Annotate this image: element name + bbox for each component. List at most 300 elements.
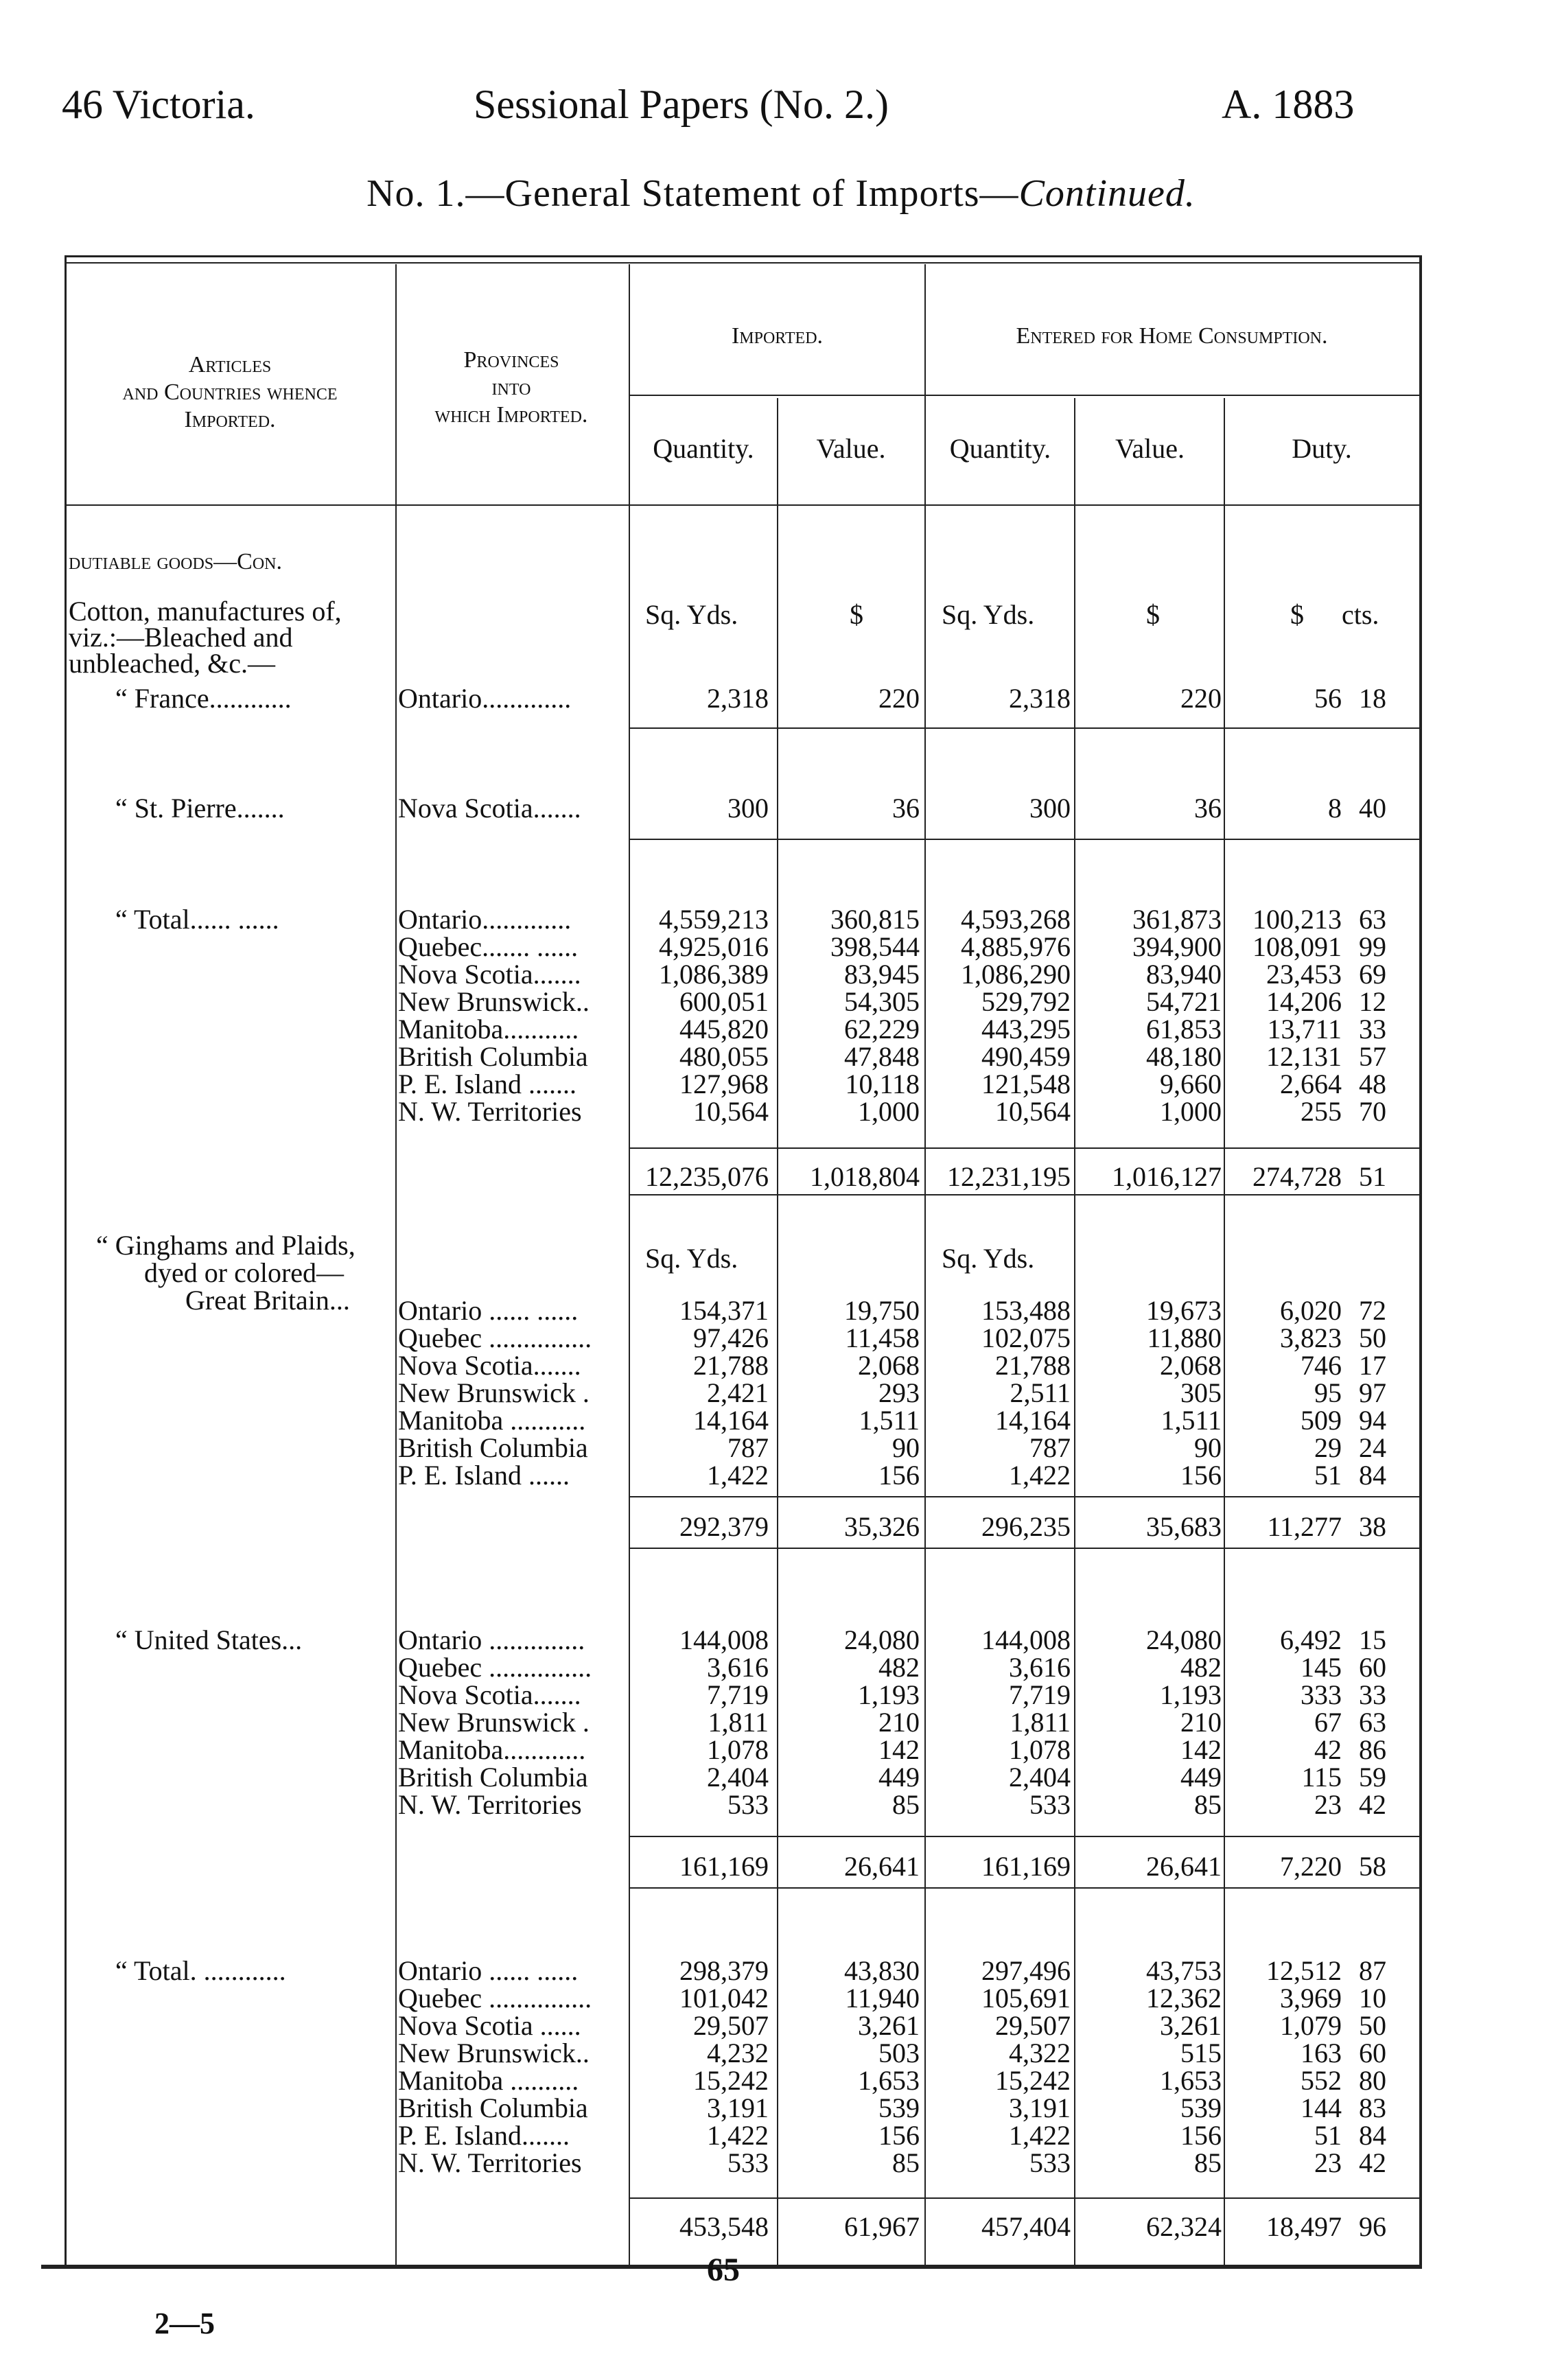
title-continued: Continued. (1018, 172, 1196, 215)
col-imp-quantity: Quantity. (653, 433, 754, 464)
table-row (0, 2092, 1562, 2123)
table-row (0, 1098, 1562, 1125)
table-row (0, 1736, 1562, 1764)
table-row (0, 1709, 1562, 1736)
cell-iv: 85 (892, 2147, 920, 2178)
section-title: dutiable goods—Con. (69, 549, 282, 574)
cell-prov: Manitoba............ (398, 1736, 586, 1764)
cell-iq: 3,616 (707, 1652, 769, 1683)
cell-iv: 398,544 (830, 931, 920, 962)
cell-eq: 21,788 (995, 1350, 1071, 1381)
col-articles: Articles and Countries whence Imported. (122, 352, 338, 432)
cell-dd: 255 (1301, 1096, 1342, 1127)
cell-prov: Nova Scotia ...... (398, 2012, 581, 2040)
cell-iv: 3,261 (858, 2010, 920, 2041)
cell-eq: 3,616 (1009, 1652, 1071, 1683)
cell-iv: 2,068 (858, 1350, 920, 1381)
cell-iv: 47,848 (844, 1041, 920, 1072)
cell-ev: 85 (1194, 2147, 1222, 2178)
cell-dc: 99 (1359, 931, 1386, 962)
table-row (0, 1654, 1562, 1681)
cell-dd: 100,213 (1252, 904, 1342, 935)
cell-prov: British Columbia (398, 1764, 588, 1791)
cell-eq: 1,811 (1010, 1707, 1071, 1738)
cell-dc: 33 (1359, 1014, 1386, 1045)
col-ent-value: Value. (1115, 433, 1185, 464)
cell-iq: 97,426 (693, 1322, 769, 1353)
cell-prov: Ontario ...... ...... (398, 1957, 579, 1985)
rule (629, 1496, 1419, 1497)
table-row (0, 1071, 1562, 1098)
cell-eq: 10,564 (995, 1096, 1071, 1127)
cell-eq: 29,507 (995, 2010, 1071, 2041)
cell-ev: 1,653 (1160, 2065, 1222, 2096)
cell-prov: N. W. Territories (398, 1098, 582, 1125)
cell-iq: 101,042 (679, 1983, 769, 2014)
cell-dc: 70 (1359, 1096, 1386, 1127)
cell-iq: 7,719 (707, 1679, 769, 1710)
col-imp-value: Value. (816, 433, 886, 464)
cell-dc: 84 (1359, 2120, 1386, 2151)
cell-ev: 12,362 (1146, 1983, 1222, 2014)
cell-dd: 145 (1301, 1652, 1342, 1683)
cell-dc: 48 (1359, 1069, 1386, 1099)
cell-prov: Manitoba .......... (398, 2067, 579, 2095)
table-row (0, 906, 1562, 933)
cell-ev: 156 (1180, 2120, 1222, 2151)
total-row (0, 1513, 1562, 1541)
cell-dc: 50 (1359, 2010, 1386, 2041)
cell-eq: 1,078 (1009, 1734, 1071, 1765)
total-row (0, 2213, 1562, 2241)
cell-eq: 1,086,290 (961, 959, 1071, 990)
cell-prov: Manitoba........... (398, 1016, 579, 1043)
total-ev: 1,016,127 (1112, 1161, 1222, 1192)
table-row (0, 1322, 1562, 1353)
total-dd: 18,497 (1266, 2211, 1342, 2242)
rule (629, 727, 1419, 729)
total-row (0, 1163, 1562, 1191)
table-row (0, 1016, 1562, 1043)
cell-eq: 144,008 (981, 1624, 1071, 1655)
table-top-rule (66, 255, 1421, 257)
cell-dc: 83 (1359, 2092, 1386, 2123)
cell-eq: 2,511 (1010, 1377, 1071, 1408)
cell-prov: Ontario .............. (398, 1626, 585, 1654)
col-duty: Duty. (1292, 433, 1352, 464)
table-row (0, 1434, 1562, 1462)
cell-dd: 51 (1314, 1460, 1342, 1491)
cell-dd: 23 (1314, 1789, 1342, 1820)
cell-ev: 2,068 (1160, 1350, 1222, 1381)
cell-iv: 482 (878, 1652, 920, 1683)
col-imported: Imported. (731, 323, 824, 349)
table-row (0, 1407, 1562, 1434)
cell-ev: 54,721 (1146, 986, 1222, 1017)
cell-dc: 42 (1359, 1789, 1386, 1820)
cell-ev: 305 (1180, 1377, 1222, 1408)
cell-iv: 54,305 (844, 986, 920, 1017)
cell-ev: 394,900 (1132, 931, 1222, 962)
cell-prov: British Columbia (398, 2095, 588, 2122)
table-row (0, 1043, 1562, 1071)
table-row (0, 1681, 1562, 1709)
cell-iq: 445,820 (679, 1014, 769, 1045)
cell-iq: 1,811 (708, 1707, 769, 1738)
col-entered: Entered for Home Consumption. (1016, 323, 1328, 349)
cell-dc: 33 (1359, 1679, 1386, 1710)
cell-iq: 10,564 (693, 1096, 769, 1127)
cell-prov: P. E. Island ...... (398, 1462, 570, 1489)
rule (629, 1548, 1419, 1549)
cell-iq: 1,078 (707, 1734, 769, 1765)
total-iv: 61,967 (844, 2211, 920, 2242)
cell-eq: 490,459 (981, 1041, 1071, 1072)
cell-ev: 449 (1180, 1762, 1222, 1793)
cell-eq: 153,488 (981, 1295, 1071, 1326)
total-iv: 35,326 (844, 1511, 920, 1542)
total-eq: 296,235 (981, 1511, 1071, 1542)
table-row (0, 1379, 1562, 1407)
cell-iv: 156 (878, 1460, 920, 1491)
cell-iq: 154,371 (679, 1295, 769, 1326)
cell-iv: 449 (878, 1762, 920, 1793)
table-row (0, 1626, 1562, 1654)
table-row (0, 1352, 1562, 1379)
cell-dc: 60 (1359, 2038, 1386, 2068)
cell-prov: P. E. Island ....... (398, 1071, 576, 1098)
unit-dc: cts. (1342, 599, 1379, 630)
cell-dc: 59 (1359, 1762, 1386, 1793)
unit-eq-2: Sq. Yds. (942, 1243, 1035, 1274)
cell-iv: 1,511 (859, 1405, 920, 1436)
cell-dc: 12 (1359, 986, 1386, 1017)
cell-dd: 115 (1301, 1762, 1342, 1793)
cell-ev: 48,180 (1146, 1041, 1222, 1072)
table-top-rule-2 (66, 262, 1421, 264)
cell-dd: 746 (1301, 1350, 1342, 1381)
total-dc: 96 (1359, 2211, 1386, 2242)
total-ev: 62,324 (1146, 2211, 1222, 2242)
cell-prov: Ontario ...... ...... (398, 1297, 579, 1325)
table-row: “ France............ Ontario............. 2,318 220 2,318 220 56 18 (115, 683, 1386, 714)
total-iq: 12,235,076 (645, 1161, 769, 1192)
cell-eq: 15,242 (995, 2065, 1071, 2096)
cell-iv: 11,458 (845, 1322, 920, 1353)
cell-prov: Nova Scotia....... (398, 1681, 581, 1709)
cell-dc: 87 (1359, 1955, 1386, 1986)
cell-eq: 1,422 (1009, 2120, 1071, 2151)
table-row (0, 2067, 1562, 2095)
cell-eq: 3,191 (1009, 2092, 1071, 2123)
cell-ev: 1,193 (1160, 1679, 1222, 1710)
cell-iq: 600,051 (679, 986, 769, 1017)
unit-dd: $ (1290, 599, 1304, 630)
cell-iq: 533 (727, 2147, 769, 2178)
cell-dc: 84 (1359, 1460, 1386, 1491)
header-mid-rule (629, 395, 1419, 396)
cell-iq: 15,242 (693, 2065, 769, 2096)
cell-iv: 11,940 (845, 1983, 920, 2014)
cell-eq: 121,548 (981, 1069, 1071, 1099)
cell-eq: 4,322 (1009, 2038, 1071, 2068)
rule (629, 2197, 1419, 2199)
cell-iq: 3,191 (707, 2092, 769, 2123)
cell-iq: 127,968 (679, 1069, 769, 1099)
rule (629, 1836, 1419, 1837)
cell-iv: 360,815 (830, 904, 920, 935)
cell-dd: 163 (1301, 2038, 1342, 2068)
page-number: 65 (707, 2252, 740, 2288)
cell-iv: 142 (878, 1734, 920, 1765)
cell-eq: 2,404 (1009, 1762, 1071, 1793)
cell-dc: 15 (1359, 1624, 1386, 1655)
cell-dc: 10 (1359, 1983, 1386, 2014)
cell-prov: British Columbia (398, 1043, 588, 1071)
header-right: A. 1883 (1222, 82, 1355, 127)
cell-prov: Quebec....... ...... (398, 933, 579, 961)
cell-iv: 90 (892, 1432, 920, 1463)
cell-iv: 43,830 (844, 1955, 920, 1986)
table-row: “ United States... (115, 1624, 303, 1655)
cell-iq: 144,008 (679, 1624, 769, 1655)
cell-eq: 105,691 (981, 1983, 1071, 2014)
cell-dd: 29 (1314, 1432, 1342, 1463)
cell-dd: 3,969 (1280, 1983, 1342, 2014)
cell-iq: 29,507 (693, 2010, 769, 2041)
cell-ev: 9,660 (1160, 1069, 1222, 1099)
cell-prov: New Brunswick.. (398, 988, 590, 1016)
total-eq: 161,169 (981, 1851, 1071, 1882)
cell-eq: 102,075 (981, 1322, 1071, 1353)
cell-prov: Quebec ............... (398, 1654, 592, 1681)
cell-ev: 515 (1180, 2038, 1222, 2068)
cell-dc: 17 (1359, 1350, 1386, 1381)
total-iv: 1,018,804 (810, 1161, 920, 1192)
cell-iv: 1,000 (858, 1096, 920, 1127)
cell-iv: 10,118 (845, 1069, 920, 1099)
cell-dc: 69 (1359, 959, 1386, 990)
cell-dd: 333 (1301, 1679, 1342, 1710)
article-ginghams: “ Ginghams and Plaids, dyed or colored— Great Britain... (96, 1230, 355, 1316)
total-iq: 161,169 (679, 1851, 769, 1882)
total-dc: 51 (1359, 1161, 1386, 1192)
cell-iv: 62,229 (844, 1014, 920, 1045)
cell-prov: N. W. Territories (398, 2149, 582, 2177)
cell-prov: New Brunswick . (398, 1709, 590, 1736)
cell-dc: 60 (1359, 1652, 1386, 1683)
cell-iq: 4,925,016 (659, 931, 769, 962)
table-row (0, 933, 1562, 961)
table-row: “ Total. ............ (115, 1955, 286, 1986)
cell-ev: 43,753 (1146, 1955, 1222, 1986)
cell-eq: 529,792 (981, 986, 1071, 1017)
header-center: Sessional Papers (No. 2.) (474, 82, 889, 127)
cell-dc: 57 (1359, 1041, 1386, 1072)
cell-ev: 61,853 (1146, 1014, 1222, 1045)
cell-dc: 50 (1359, 1322, 1386, 1353)
cell-dc: 24 (1359, 1432, 1386, 1463)
cell-iv: 156 (878, 2120, 920, 2151)
table-row (0, 1985, 1562, 2012)
cell-dc: 97 (1359, 1377, 1386, 1408)
cell-dd: 23,453 (1266, 959, 1342, 990)
cell-ev: 90 (1194, 1432, 1222, 1463)
cell-ev: 19,673 (1146, 1295, 1222, 1326)
unit-iv: $ (850, 599, 863, 630)
cell-iv: 83,945 (844, 959, 920, 990)
cell-iv: 1,193 (858, 1679, 920, 1710)
cell-iq: 2,421 (707, 1377, 769, 1408)
unit-iq: Sq. Yds. (645, 599, 738, 630)
cell-eq: 297,496 (981, 1955, 1071, 1986)
cell-dd: 144 (1301, 2092, 1342, 2123)
cell-iq: 1,422 (707, 2120, 769, 2151)
cell-dd: 6,492 (1280, 1624, 1342, 1655)
header-left: 46 Victoria. (62, 82, 255, 127)
unit-eq: Sq. Yds. (942, 599, 1035, 630)
table-row (0, 988, 1562, 1016)
cell-dd: 51 (1314, 2120, 1342, 2151)
cell-dd: 3,823 (1280, 1322, 1342, 1353)
cell-iq: 533 (727, 1789, 769, 1820)
cell-iq: 21,788 (693, 1350, 769, 1381)
cell-dd: 14,206 (1266, 986, 1342, 1017)
total-dc: 38 (1359, 1511, 1386, 1542)
header-bottom-rule (66, 504, 1421, 506)
cell-iq: 4,232 (707, 2038, 769, 2068)
cell-prov: Ontario............. (398, 906, 572, 933)
cell-iq: 4,559,213 (659, 904, 769, 935)
cell-prov: British Columbia (398, 1434, 588, 1462)
cell-ev: 361,873 (1132, 904, 1222, 935)
cell-dc: 42 (1359, 2147, 1386, 2178)
table-row (0, 2149, 1562, 2177)
cell-eq: 1,422 (1009, 1460, 1071, 1491)
table-row (0, 1764, 1562, 1791)
cell-ev: 1,000 (1160, 1096, 1222, 1127)
cell-iv: 1,653 (858, 2065, 920, 2096)
cell-dd: 6,020 (1280, 1295, 1342, 1326)
cell-dd: 42 (1314, 1734, 1342, 1765)
table-row (0, 1462, 1562, 1489)
cell-dc: 72 (1359, 1295, 1386, 1326)
cell-ev: 11,880 (1147, 1322, 1222, 1353)
table-row (0, 961, 1562, 988)
cell-dc: 80 (1359, 2065, 1386, 2096)
total-dc: 58 (1359, 1851, 1386, 1882)
cell-dd: 1,079 (1280, 2010, 1342, 2041)
cell-ev: 1,511 (1161, 1405, 1222, 1436)
table-row (0, 1297, 1562, 1325)
cell-iv: 503 (878, 2038, 920, 2068)
cell-iv: 24,080 (844, 1624, 920, 1655)
rule (629, 1887, 1419, 1889)
cell-prov: Manitoba ........... (398, 1407, 586, 1434)
cell-iv: 539 (878, 2092, 920, 2123)
total-ev: 35,683 (1146, 1511, 1222, 1542)
cell-prov: New Brunswick.. (398, 2040, 590, 2067)
cell-ev: 210 (1180, 1707, 1222, 1738)
cell-iv: 19,750 (844, 1295, 920, 1326)
cell-ev: 142 (1180, 1734, 1222, 1765)
total-ev: 26,641 (1146, 1851, 1222, 1882)
table-row: “ St. Pierre....... Nova Scotia....... 300 36 300 36 8 40 (115, 793, 1386, 824)
cell-dc: 86 (1359, 1734, 1386, 1765)
cell-dd: 552 (1301, 2065, 1342, 2096)
cell-ev: 85 (1194, 1789, 1222, 1820)
rule (629, 1147, 1419, 1149)
page-title (0, 172, 1562, 215)
cell-ev: 156 (1180, 1460, 1222, 1491)
total-iv: 26,641 (844, 1851, 920, 1882)
cell-dd: 509 (1301, 1405, 1342, 1436)
cell-iv: 210 (878, 1707, 920, 1738)
cell-prov: N. W. Territories (398, 1791, 582, 1819)
cell-eq: 533 (1029, 2147, 1071, 2178)
total-eq: 457,404 (981, 2211, 1071, 2242)
table-row (0, 1957, 1562, 1985)
table-row (0, 1791, 1562, 1819)
cell-iq: 14,164 (693, 1405, 769, 1436)
rule (629, 1194, 1419, 1195)
col-ent-quantity: Quantity. (949, 433, 1051, 464)
cell-eq: 4,593,268 (961, 904, 1071, 935)
cell-dd: 12,512 (1266, 1955, 1342, 1986)
cell-ev: 539 (1180, 2092, 1222, 2123)
cell-iv: 85 (892, 1789, 920, 1820)
title-main: No. 1.—General Statement of Imports— (366, 172, 1019, 215)
cell-dd: 12,131 (1266, 1041, 1342, 1072)
total-eq: 12,231,195 (947, 1161, 1071, 1192)
cell-eq: 14,164 (995, 1405, 1071, 1436)
cell-iq: 2,404 (707, 1762, 769, 1793)
cell-ev: 3,261 (1160, 2010, 1222, 2041)
cell-iv: 293 (878, 1377, 920, 1408)
cell-dd: 23 (1314, 2147, 1342, 2178)
total-dd: 274,728 (1252, 1161, 1342, 1192)
cell-prov: Nova Scotia....... (398, 961, 581, 988)
cell-iq: 1,422 (707, 1460, 769, 1491)
cell-eq: 7,719 (1009, 1679, 1071, 1710)
cell-dc: 94 (1359, 1405, 1386, 1436)
cell-prov: Quebec ............... (398, 1985, 592, 2012)
total-iq: 453,548 (679, 2211, 769, 2242)
cell-eq: 4,885,976 (961, 931, 1071, 962)
cell-dd: 108,091 (1252, 931, 1342, 962)
cell-dd: 2,664 (1280, 1069, 1342, 1099)
cell-dc: 63 (1359, 904, 1386, 935)
cell-ev: 83,940 (1146, 959, 1222, 990)
cell-ev: 482 (1180, 1652, 1222, 1683)
col-provinces: Provinces into which Imported. (434, 347, 588, 428)
total-dd: 7,220 (1280, 1851, 1342, 1882)
cell-iq: 1,086,389 (659, 959, 769, 990)
cell-iq: 787 (727, 1432, 769, 1463)
signature-mark: 2—5 (154, 2307, 215, 2340)
unit-ev: $ (1146, 599, 1160, 630)
total-row (0, 1853, 1562, 1880)
rule (629, 839, 1419, 840)
table-row (0, 2012, 1562, 2040)
cell-dd: 13,711 (1267, 1014, 1342, 1045)
cell-dc: 63 (1359, 1707, 1386, 1738)
table-row (0, 2122, 1562, 2149)
cell-prov: Quebec ............... (398, 1325, 592, 1352)
cell-prov: Nova Scotia....... (398, 1352, 581, 1379)
cell-prov: New Brunswick . (398, 1379, 590, 1407)
total-iq: 292,379 (679, 1511, 769, 1542)
